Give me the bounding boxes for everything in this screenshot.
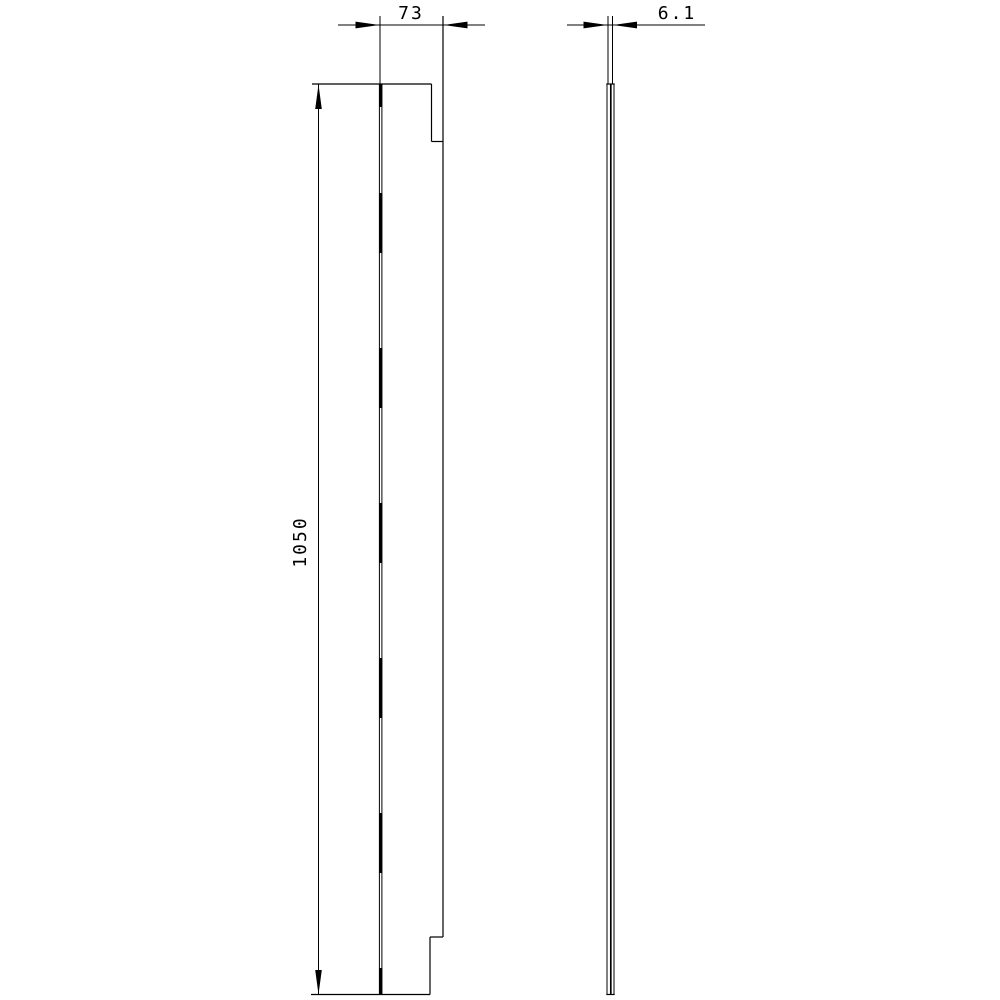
thickness-dimension-arrow-left-icon xyxy=(584,22,608,29)
height-dimension-arrow-bottom-icon xyxy=(315,970,322,995)
height-dimension xyxy=(290,85,322,995)
side-view xyxy=(606,84,614,995)
thickness-dimension-arrow-right-icon xyxy=(613,22,637,29)
thickness-dimension xyxy=(567,3,705,84)
width-dimension-arrow-right-icon xyxy=(444,22,468,29)
front-view xyxy=(311,16,443,995)
height-dimension-arrow-top-icon xyxy=(315,85,322,110)
width-dimension xyxy=(338,3,485,84)
width-dimension-value: 73 xyxy=(398,3,424,24)
thickness-dimension-value: 6.1 xyxy=(657,3,697,24)
height-dimension-value: 1050 xyxy=(290,516,311,568)
width-dimension-arrow-left-icon xyxy=(356,22,380,29)
